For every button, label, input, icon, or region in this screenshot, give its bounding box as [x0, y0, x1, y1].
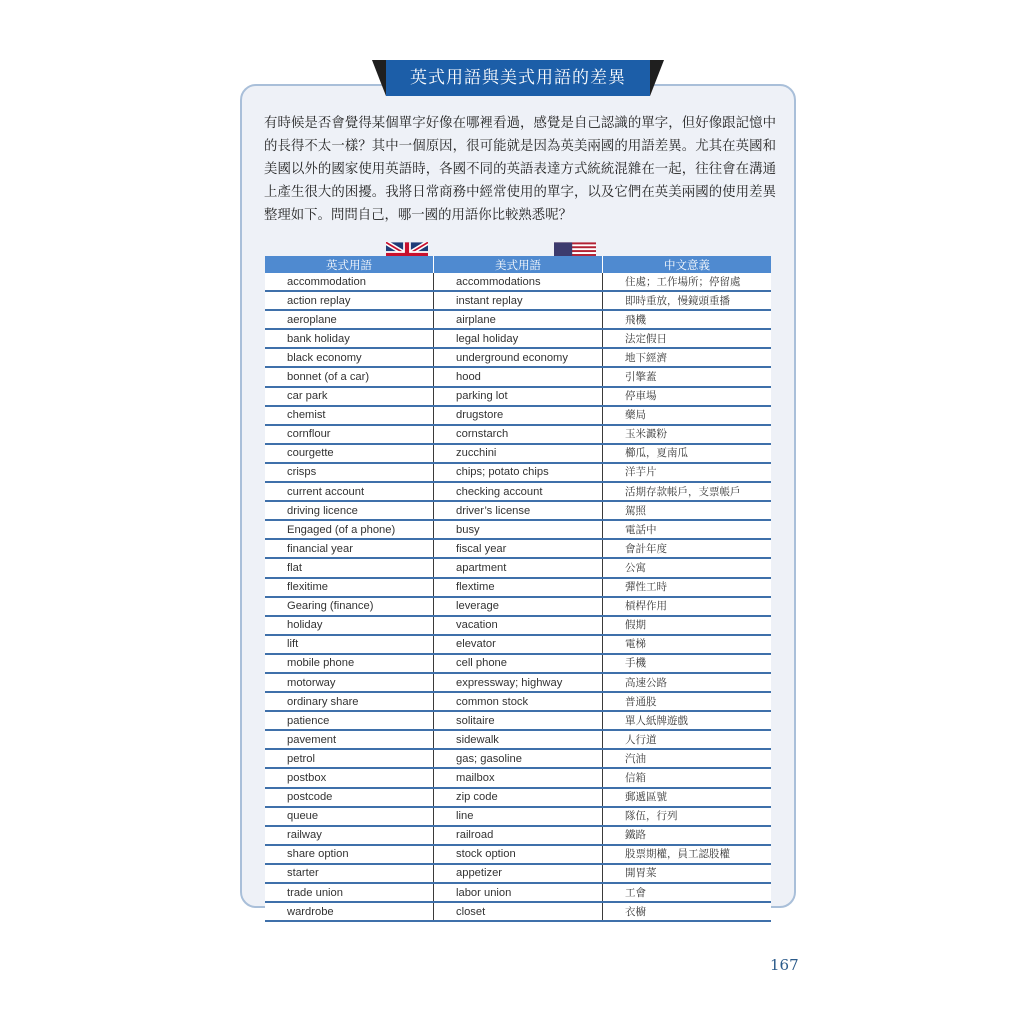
british-term: accommodation: [265, 273, 434, 291]
american-term: driver’s license: [434, 501, 603, 520]
chinese-meaning: 藥局: [603, 406, 772, 425]
british-term: mobile phone: [265, 654, 434, 673]
table-row: [265, 749, 771, 768]
chinese-meaning: 電梯: [603, 635, 772, 654]
chinese-meaning: 郵遞區號: [603, 788, 772, 807]
table-row: [265, 616, 771, 635]
american-term: busy: [434, 520, 603, 539]
table-row: [265, 826, 771, 845]
table-row: [265, 539, 771, 558]
chinese-meaning: 電話中: [603, 520, 772, 539]
ribbon-tail-left: [372, 60, 386, 96]
american-term: airplane: [434, 310, 603, 329]
american-term: leverage: [434, 597, 603, 616]
chinese-meaning: 信箱: [603, 768, 772, 787]
chinese-meaning: 引擎蓋: [603, 367, 772, 386]
british-term: car park: [265, 387, 434, 406]
table-row: [265, 864, 771, 883]
british-term: Engaged (of a phone): [265, 520, 434, 539]
header-american: 美式用語: [434, 256, 603, 273]
american-term: apartment: [434, 558, 603, 577]
chinese-meaning: 公寓: [603, 558, 772, 577]
british-term: financial year: [265, 539, 434, 558]
ribbon-tail-right: [650, 60, 664, 96]
british-term: cornflour: [265, 425, 434, 444]
american-term: accommodations: [434, 273, 603, 291]
british-term: flat: [265, 558, 434, 577]
chinese-meaning: 隊伍，行列: [603, 807, 772, 826]
chinese-meaning: 鐵路: [603, 826, 772, 845]
table-row: [265, 845, 771, 864]
table-row: [265, 387, 771, 406]
british-term: ordinary share: [265, 692, 434, 711]
british-term: bonnet (of a car): [265, 367, 434, 386]
british-term: trade union: [265, 883, 434, 902]
chinese-meaning: 駕照: [603, 501, 772, 520]
table-row: [265, 273, 771, 291]
table-row: [265, 883, 771, 902]
table-row: [265, 367, 771, 386]
american-term: underground economy: [434, 348, 603, 367]
chinese-meaning: 停車場: [603, 387, 772, 406]
british-term: share option: [265, 845, 434, 864]
american-term: stock option: [434, 845, 603, 864]
chinese-meaning: 高速公路: [603, 673, 772, 692]
american-term: gas; gasoline: [434, 749, 603, 768]
british-term: action replay: [265, 291, 434, 310]
american-term: solitaire: [434, 711, 603, 730]
american-term: fiscal year: [434, 539, 603, 558]
british-term: chemist: [265, 406, 434, 425]
american-term: parking lot: [434, 387, 603, 406]
british-term: queue: [265, 807, 434, 826]
header-chinese: 中文意義: [603, 256, 772, 273]
table-row: [265, 463, 771, 482]
table-row: [265, 902, 771, 921]
table-row: [265, 444, 771, 463]
american-term: mailbox: [434, 768, 603, 787]
chinese-meaning: 工會: [603, 883, 772, 902]
table-row: [265, 711, 771, 730]
american-term: legal holiday: [434, 329, 603, 348]
table-row: [265, 730, 771, 749]
table-row: [265, 635, 771, 654]
british-term: postbox: [265, 768, 434, 787]
american-term: zucchini: [434, 444, 603, 463]
table-row: [265, 310, 771, 329]
british-term: patience: [265, 711, 434, 730]
british-term: Gearing (finance): [265, 597, 434, 616]
chinese-meaning: 彈性工時: [603, 578, 772, 597]
chinese-meaning: 槓桿作用: [603, 597, 772, 616]
table-row: [265, 558, 771, 577]
chinese-meaning: 假期: [603, 616, 772, 635]
american-term: instant replay: [434, 291, 603, 310]
table-row: [265, 673, 771, 692]
british-term: wardrobe: [265, 902, 434, 921]
chinese-meaning: 住處；工作場所；停留處: [603, 273, 772, 291]
british-term: courgette: [265, 444, 434, 463]
chinese-meaning: 人行道: [603, 730, 772, 749]
british-term: postcode: [265, 788, 434, 807]
british-term: starter: [265, 864, 434, 883]
british-term: pavement: [265, 730, 434, 749]
chinese-meaning: 手機: [603, 654, 772, 673]
chinese-meaning: 開胃菜: [603, 864, 772, 883]
american-term: checking account: [434, 482, 603, 501]
chinese-meaning: 衣櫥: [603, 902, 772, 921]
american-term: expressway; highway: [434, 673, 603, 692]
chinese-meaning: 會計年度: [603, 539, 772, 558]
american-term: closet: [434, 902, 603, 921]
chinese-meaning: 汽油: [603, 749, 772, 768]
american-term: chips; potato chips: [434, 463, 603, 482]
british-term: driving licence: [265, 501, 434, 520]
american-term: common stock: [434, 692, 603, 711]
table-row: [265, 329, 771, 348]
chinese-meaning: 單人紙牌遊戲: [603, 711, 772, 730]
british-term: lift: [265, 635, 434, 654]
chinese-meaning: 玉米澱粉: [603, 425, 772, 444]
chinese-meaning: 地下經濟: [603, 348, 772, 367]
american-term: cell phone: [434, 654, 603, 673]
british-term: petrol: [265, 749, 434, 768]
chinese-meaning: 洋芋片: [603, 463, 772, 482]
chinese-meaning: 櫛瓜，夏南瓜: [603, 444, 772, 463]
american-term: zip code: [434, 788, 603, 807]
chinese-meaning: 飛機: [603, 310, 772, 329]
british-term: motorway: [265, 673, 434, 692]
american-term: drugstore: [434, 406, 603, 425]
chinese-meaning: 普通股: [603, 692, 772, 711]
american-term: sidewalk: [434, 730, 603, 749]
american-term: vacation: [434, 616, 603, 635]
british-term: current account: [265, 482, 434, 501]
table-header-row: [265, 256, 771, 273]
chinese-meaning: 法定假日: [603, 329, 772, 348]
table-row: [265, 425, 771, 444]
table-row: [265, 578, 771, 597]
american-term: cornstarch: [434, 425, 603, 444]
american-term: labor union: [434, 883, 603, 902]
chinese-meaning: 即時重放，慢鏡頭重播: [603, 291, 772, 310]
table-row: [265, 654, 771, 673]
table-row: [265, 597, 771, 616]
chinese-meaning: 股票期權，員工認股權: [603, 845, 772, 864]
american-term: elevator: [434, 635, 603, 654]
american-term: railroad: [434, 826, 603, 845]
table-row: [265, 768, 771, 787]
british-term: crisps: [265, 463, 434, 482]
british-term: bank holiday: [265, 329, 434, 348]
table-row: [265, 348, 771, 367]
table-row: [265, 788, 771, 807]
chinese-meaning: 活期存款帳戶，支票帳戶: [603, 482, 772, 501]
american-term: hood: [434, 367, 603, 386]
table-row: [265, 501, 771, 520]
american-term: line: [434, 807, 603, 826]
british-term: holiday: [265, 616, 434, 635]
table-row: [265, 807, 771, 826]
british-term: aeroplane: [265, 310, 434, 329]
table-row: [265, 406, 771, 425]
table-row: [265, 692, 771, 711]
british-term: black economy: [265, 348, 434, 367]
table-row: [265, 482, 771, 501]
table-row: [265, 291, 771, 310]
british-term: flexitime: [265, 578, 434, 597]
british-term: railway: [265, 826, 434, 845]
header-british: 英式用語: [265, 256, 434, 273]
american-term: appetizer: [434, 864, 603, 883]
page-number: 167: [770, 956, 799, 974]
vocabulary-table: [265, 256, 771, 922]
page-title: 英式用語與美式用語的差異: [386, 60, 650, 96]
title-ribbon: [372, 60, 664, 96]
american-term: flextime: [434, 578, 603, 597]
table-row: [265, 520, 771, 539]
intro-paragraph: 有時候是否會覺得某個單字好像在哪裡看過，感覺是自己認識的單字，但好像跟記憶中的長得不太一樣？其中一個原因，很可能就是因為英美兩國的用語差異。尤其在英國和美國以外的國家使用英語時，各國不同的英語表達方式統統混雜在一起，往往會在溝通上產生很大的困擾。我將日常商務中經常使用的單字，以及它們在英美兩國的使用差異整理如下。問問自己，哪一國的用語你比較熟悉呢？: [264, 116, 776, 223]
